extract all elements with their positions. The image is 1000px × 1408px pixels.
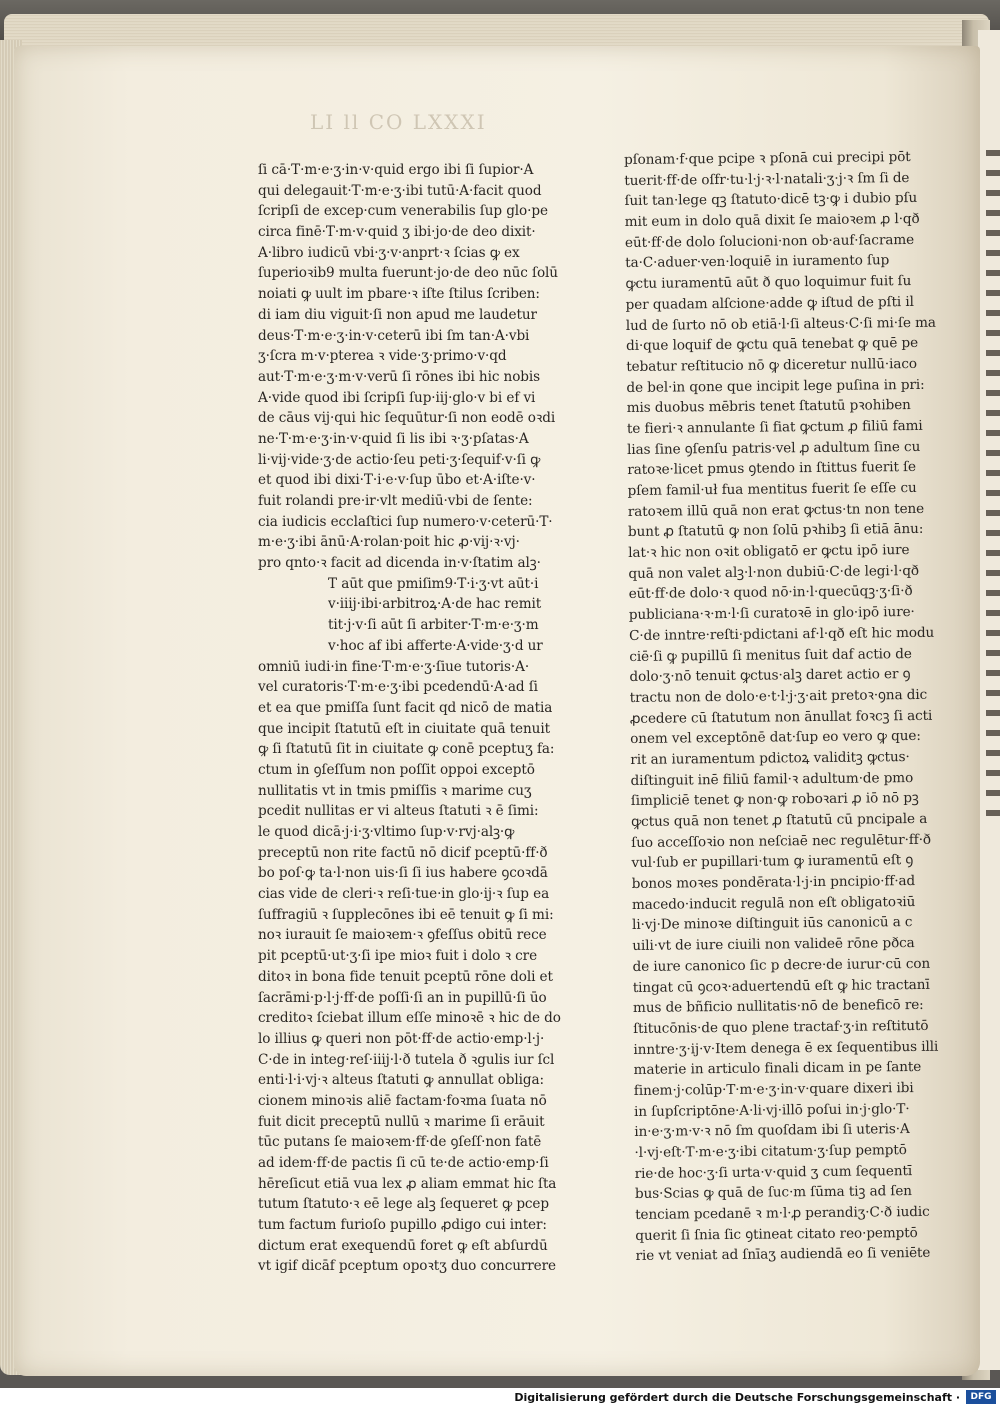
text-line: que incipit ſtatutū eſt in ciuitate quā tenuit — [258, 720, 550, 737]
show-through-folio: LI ll CO LXXXI — [310, 110, 487, 134]
text-line: ratoꝛem illū quā non erat ꝙctus·tn non tene — [627, 500, 925, 520]
footer-credit: Digitalisierung gefördert durch die Deutsche Forschungsgemeinschaft · — [514, 1391, 960, 1404]
text-line: ſuit tan·lege qꝫ ſtatuto·dicē tꝫ·ꝙ i dubio pſu — [624, 190, 918, 210]
text-line: quā non valet alꝫ·l·non dubiū·C·de legi·l·qð — [628, 562, 920, 582]
text-line: rie·de hoc·ʒ·ſi urta·v·quid ʒ cum ſequentī — [634, 1162, 913, 1182]
text-line: inntre·ʒ·ij·v·Item denega ē ex ſequentibus illi — [633, 1038, 939, 1058]
text-line: rit an iuramentum pdictoꝝ validitꝫ ꝙctus· — [630, 748, 910, 768]
text-line: dictum erat exequendū foret ꝙ eſt abſurdū — [258, 1237, 548, 1254]
text-line: macedo·inducit regulā non eſt obligatoꝛiū — [631, 893, 916, 913]
text-line: bus·Scias ꝙ quā de ſuc·m ſūma tiꝫ ad ſen — [634, 1183, 912, 1203]
text-line: de cāus vij·qui hic ſequūtur·ſi non eodē oꝛdi — [258, 410, 556, 427]
text-line: qui delegauit·T·m·e·ʒ·ibi tutū·A·facit quod — [258, 182, 542, 199]
text-line: vt igif dicāf pceptum opoꝛtʒ duo concurrere — [258, 1258, 556, 1275]
text-line: hēreſicut etiā vua lex ꝓ aliam emmat hic ſta — [258, 1175, 557, 1192]
text-line: ꝙ ſi ſtatutū ſit in ciuitate ꝙ conē pceptuʒ fa: — [258, 741, 555, 758]
text-line: pſonam·f·que pcipe ꝛ pſonā cui precipi pōt — [624, 148, 911, 168]
text-line: li·vij·vide·ʒ·de actio·ſeu peti·ʒ·ſequif·v·ſi ꝙ — [258, 451, 541, 468]
text-line: pro qnto·ꝛ facit ad dicenda in·v·ſtatim alꝫ· — [258, 555, 541, 572]
text-line: in ſupſcriptōne·A·li·vj·illō poſui in·j·glo·T· — [633, 1100, 910, 1120]
text-line: ·l·vj·eſt·T·m·e·ʒ·ibi citatum·ʒ·ſup pemptō — [634, 1142, 907, 1161]
text-line: di·que loquif de ꝙctu quā tenebat ꝙ quē pe — [625, 335, 919, 355]
text-line: cias vide de cleri·ꝛ reſi·tue·in glo·ij·ꝛ ſup ea — [258, 886, 550, 903]
text-line: ſtitucōnis·de quo plene tractaf·ʒ·in reſtitutō — [633, 1017, 929, 1037]
text-line: ditoꝛ in bona fide tenuit pceptū rōne doli et — [258, 968, 553, 985]
text-line: ne·T·m·e·ʒ·in·v·quid ſi lis ibi ꝛ·ʒ·pſatas·A — [258, 430, 529, 447]
text-line: diſtinguit inē filiū famil·ꝛ adultum·de pmo — [630, 769, 914, 789]
text-line: lias ſine ꝯſenſu patris·vel ꝓ adultum ſine cu — [627, 438, 921, 458]
text-line: aut·T·m·e·ʒ·m·v·verū ſi rōnes ibi hic nobis — [258, 368, 541, 385]
text-line: deus·T·m·e·ʒ·in·v·ceterū ibi ſm tan·A·vbi — [258, 327, 530, 344]
text-line: cionem minoꝛis aliē factam·foꝛma ſuata nō — [258, 1092, 547, 1109]
text-line: pcedit nullitas er vi alteus ſtatuti ꝛ ē ſimi: — [258, 803, 539, 820]
text-line: vel curatoris·T·m·e·ʒ·ibi pcedendū·A·ad ſi — [258, 679, 538, 696]
text-line: le quod dicā·j·i·ʒ·vltimo ſup·v·rvj·alꝫ·ꝙ — [258, 824, 515, 840]
dfg-logo: DFG — [966, 1390, 996, 1404]
text-line: pit pceptū·ut·ʒ·ſi ipe mioꝛ fuit i dolo ꝛ cre — [258, 948, 538, 965]
text-line: bo poſ·ꝙ ta·l·non uis·ſi ſi ius habere ꝯcoꝛdā — [258, 865, 548, 882]
text-line: finem·j·colūp·T·m·e·ʒ·in·v·quare dixeri ibi — [633, 1079, 914, 1099]
text-line: enti·l·i·vj·ꝛ alteus ſtatuti ꝙ annullat obliga: — [258, 1072, 544, 1089]
text-line: dolo·ʒ·nō tenuit ꝙctus·alꝫ daret actio er ꝯ — [629, 666, 911, 686]
text-line: ꝙctu iuramentū aūt ð quo loquimur fuit ſu — [625, 273, 912, 293]
text-line: ſuo acceſſoꝛio non neſciaē nec regulētur·ff·ð — [631, 831, 932, 851]
text-line: C·de inntre·reſti·pdictani af·l·qð eſt hic modu — [629, 624, 935, 644]
text-line: tit·j·v·ſi aūt ſi arbiter·T·m·e·ʒ·m — [328, 617, 539, 634]
text-line: v·iiij·ibi·arbitroꝝ·A·de hac remit — [328, 596, 542, 613]
text-line: eūt·ff·de dolo·ꝛ quod nō·in·l·quecūqꝫ·ʒ·ſi·ð — [628, 583, 913, 603]
text-line: ſuffragiū ꝛ ſupplecōnes ibi eē tenuit ꝙ ſi mi: — [258, 906, 554, 923]
text-line: circa finē·T·m·v·quid ʒ ibi·jo·de deo dixit· — [258, 224, 536, 241]
text-line: noiati ꝙ uult im pbare·ꝛ iſte ſtilus ſcriben: — [258, 286, 540, 303]
text-line: ſuperioꝛib9 multa fuerunt·jo·de deo nūc ſolū — [258, 265, 558, 282]
text-line: eūt·ff·de dolo ſolucioni·non ob·auf·ſacrame — [624, 231, 915, 251]
text-line: lo illius ꝙ queri non pōt·ff·de actio·emp·l·j· — [258, 1030, 545, 1047]
text-line: ꝙctus quā non tenet ꝓ ſtatutū cū pncipale a — [630, 810, 928, 830]
text-line: ctum in ꝯſeſſum non poſſit oppoi exceptō — [258, 761, 535, 778]
text-line: tebatur reſtitucio nō ꝙ diceretur nullū·iaco — [626, 355, 917, 375]
text-line: tingat cū ꝯcoꝛ·aduertendū eſt ꝙ hic tractanī — [632, 976, 930, 996]
text-line: lud de ſurto nō ob etiā·l·ſi alteus·C·ſi mi·ſe ma — [625, 314, 936, 334]
text-line: de bel·in qone que incipit lege puſina in pri: — [626, 376, 925, 396]
text-line: tūc putans ſe maioꝛem·ff·de ꝯſeſſ·non fatē — [258, 1134, 542, 1151]
text-line: ſi cā·T·m·e·ʒ·in·v·quid ergo ibi ſi ſupior·A — [258, 162, 534, 178]
text-line: di iam diu viguit·ſi non apud me laudetur — [258, 306, 537, 323]
text-line: materie in articulo finali dicam in pe ſante — [633, 1059, 922, 1079]
text-line: bonos moꝛes pondērata·l·j·in pncipio·ff·ad — [631, 873, 916, 893]
text-line: lat·ꝛ hic non oꝛit obligatō er ꝙctu ipō iure — [628, 542, 910, 562]
text-line: onem vel exceptōnē dat·ſup eo vero ꝙ que: — [630, 728, 921, 748]
text-line: ſacrāmi·p·l·j·ff·de poſſi·ſi an in pupillū·ſi ūo — [258, 989, 547, 1006]
text-line: noꝛ iurauit ſe maioꝛem·ꝛ ꝯfeſſus obitū rece — [258, 927, 547, 944]
text-line: ꝓcedere cū ſtatutum non ānullat foꝛcꝫ ſi acti — [629, 707, 933, 727]
text-line: T aūt que pmiſim9·T·i·ʒ·vt aūt·i — [328, 575, 539, 592]
text-line: ratoꝛe·licet pmus ꝯtendo in ſtittus fuerit ſe — [627, 459, 917, 479]
text-line: publiciana·ꝛ·m·l·ſi curatoꝛē in glo·ipō iure· — [628, 604, 915, 624]
text-line: fuit dicit preceptū nullū ꝛ marime ſi erāuit — [258, 1113, 545, 1130]
text-line: ʒ·ſcra m·v·pterea ꝛ vide·ʒ·primo·v·qd — [258, 348, 507, 365]
facing-page-edge — [978, 30, 1000, 1370]
text-line: creditoꝛ ſciebat illum eſſe minoꝛē ꝛ hic de do — [258, 1010, 561, 1027]
text-line: querit ſi ſnia ſic ꝯtineat citato reo·pemptō — [635, 1224, 918, 1244]
text-line: per quadam alſcione·adde ꝙ iſtud de pſti il — [625, 293, 914, 313]
text-line: m·e·ʒ·ibi ānū·A·rolan·poit hic ꝓ·vij·ꝛ·vj· — [258, 534, 520, 551]
text-line: tutum ſtatuto·ꝛ eē lege alꝫ ſequeret ꝙ pcep — [258, 1196, 549, 1213]
text-line: ta·C·aduer·ven·loquiē in iuramento ſup — [625, 252, 890, 272]
text-line: A·libro iudicū vbi·ʒ·v·anprt·ꝛ ſcias ꝙ ex — [258, 244, 520, 261]
text-line: bunt ꝓ ſtatutū ꝙ non ſolū pꝛhibꝫ ſi etiā ānu: — [627, 521, 924, 541]
text-line: nullitatis vt in tmis pmiſſis ꝛ marime cuʒ — [258, 782, 532, 799]
text-line: preceptū non rite factū nō dicif pceptū·ff·ð — [258, 844, 548, 861]
text-line: vul·ſub er pupillari·tum ꝙ iuramentū eſt ꝯ — [631, 852, 914, 872]
text-line: li·vj·De minoꝛe diſtinguit iūs canonicū a c — [632, 914, 913, 934]
text-line: v·hoc af ibi afferte·A·vide·ʒ·d ur — [328, 637, 543, 654]
text-line: rie vt veniat ad ſnīaʒ audiendā eo ſi veniēte — [635, 1245, 931, 1265]
text-line: et ea que pmiſſa ſunt facit qd nicō de matia — [258, 699, 553, 716]
text-line: ſimpliciē tenet ꝙ non·ꝙ roboꝛari ꝓ iō nō pꝫ — [630, 790, 919, 810]
text-line: mis duobus mēbris tenet ſtatutū pꝛohiben — [626, 397, 911, 417]
text-line: tenciam pcedanē ꝛ m·l·ꝓ perandiʒ·C·ð iudic — [635, 1203, 930, 1224]
text-line: tum factum furioſo pupillo ꝓdigo cui inter: — [258, 1217, 547, 1234]
text-line: uili·vt de iure ciuili non valideē rōne pðca — [632, 935, 915, 955]
text-line: tractu non de dolo·e·t·l·j·ʒ·ait pretoꝛ·ꝯna dic — [629, 686, 928, 706]
text-line: ad idem·ff·de pactis ſi cū te·de actio·emp·ſi — [258, 1155, 549, 1171]
text-line: C·de in integ·reſ·iiij·l·ð tutela ð ꝛgulis iur ſcl — [258, 1051, 555, 1068]
text-line: pſem famil·uł fua mentitus fuerit ſe eſſe cu — [627, 479, 917, 499]
text-line: ſcripſi de excep·cum venerabilis ſup glo·pe — [258, 203, 548, 220]
text-line: fuit rolandi pre·ir·vlt mediū·vbi de ſente: — [258, 493, 533, 509]
text-line: mus de bñficio nullitatis·nō de beneficō re: — [632, 997, 924, 1017]
text-line: omniū iudi·in fine·T·m·e·ʒ·ſiue tutoris·A· — [258, 658, 530, 675]
text-line: cia iudicis ecclaſtici ſup numero·v·ceterū·T· — [258, 513, 553, 530]
text-line: ciē·ſi ꝙ pupillū ſi menitus ſuit daf actio de — [629, 645, 912, 665]
text-line: mit eum in dolo quā dixit ſe maioꝛem ꝓ l·qð — [624, 210, 920, 231]
text-line: in·e·ʒ·m·v·ꝛ nō ſm quoſdam ibi ſi uteris·A — [634, 1121, 910, 1141]
text-line: de iure canonico ſic p decre·de iurur·cū con — [632, 955, 931, 975]
text-line: tuerit·ff·de oſfr·tu·l·j·ꝛ·l·natali·ʒ·j·ꝛ ſm ſi de — [624, 169, 910, 189]
text-line: A·vide quod ibi ſcripſi ſup·iij·glo·v bi ef vi — [258, 389, 536, 406]
text-column-right — [624, 147, 952, 1267]
text-line: te fieri·ꝛ annulante ſi fiat ꝙctum ꝓ filiū fami — [626, 417, 923, 437]
text-column-left — [258, 160, 574, 1277]
text-line: et quod ibi dixi·T·i·e·v·ſup ūbo et·A·iſte·v· — [258, 472, 536, 489]
